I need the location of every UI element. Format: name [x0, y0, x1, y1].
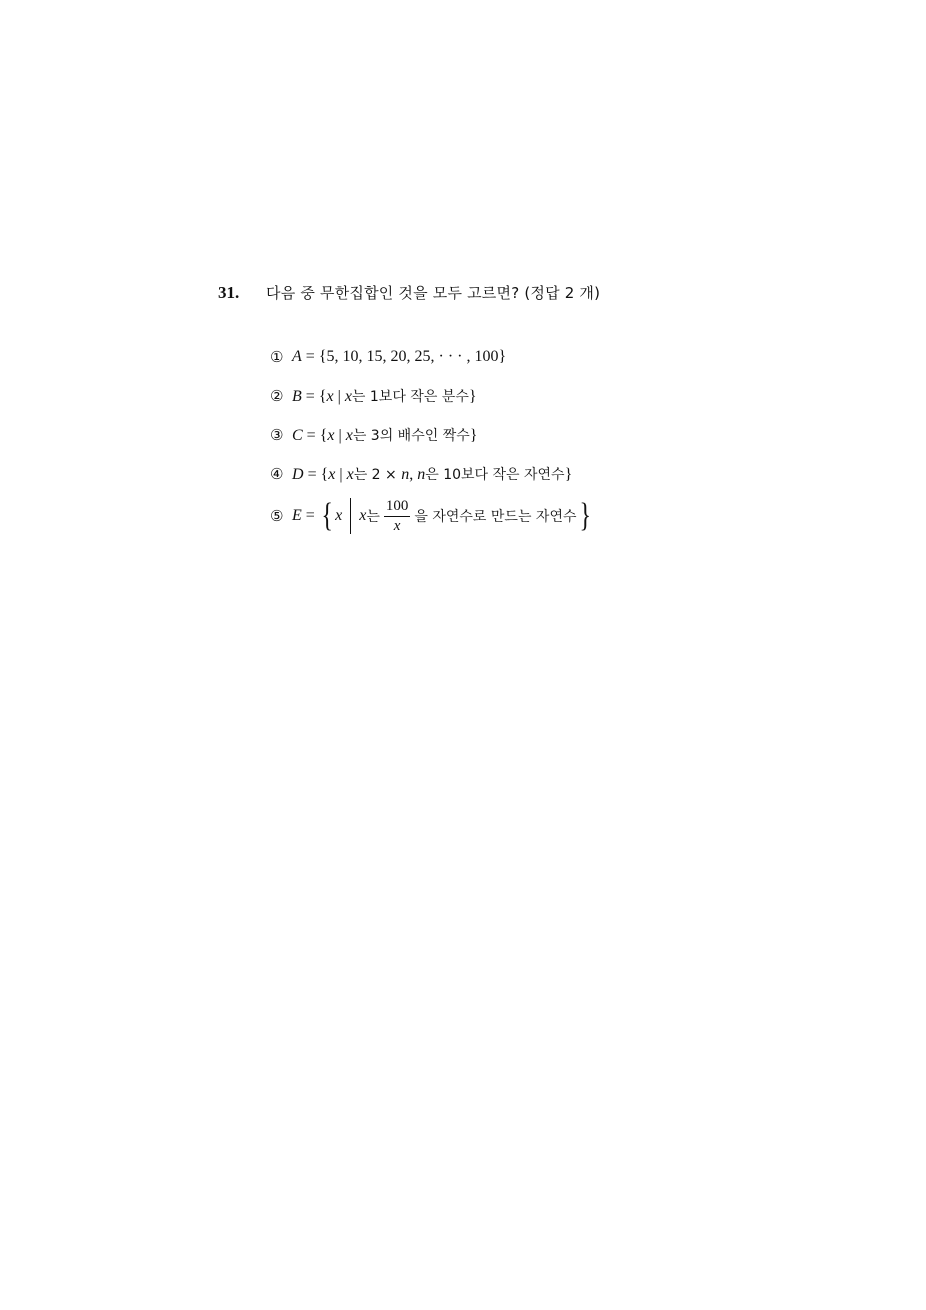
set-element: x [328, 466, 336, 483]
set-elements: {5, 10, 15, 20, 25, · · · , 100} [318, 348, 507, 365]
condition-variable-n: n [417, 466, 426, 483]
such-that-bar: | [333, 388, 345, 405]
fraction-denominator: x [393, 517, 401, 534]
choice-marker: ④ [270, 465, 284, 483]
equals-sign: = [301, 507, 319, 524]
set-element: x [327, 427, 335, 444]
such-that-bar: | [334, 427, 346, 444]
open-brace: { [320, 466, 329, 483]
equals-sign: = [302, 427, 320, 444]
close-brace: } [469, 427, 478, 444]
open-brace: { [319, 427, 328, 444]
condition-text: 는 3의 배수인 짝수 [352, 428, 470, 444]
condition-text-1: 는 [366, 509, 380, 525]
choice-marker: ① [270, 348, 284, 366]
condition-variable: x [346, 466, 354, 483]
question-header [218, 282, 858, 310]
close-brace: } [564, 466, 573, 483]
choice-2[interactable] [270, 383, 870, 409]
condition-variable: x [359, 507, 367, 524]
condition-text-1: 는 2 × [353, 467, 402, 483]
equals-sign: = [301, 348, 319, 365]
choice-5[interactable] [270, 496, 870, 536]
condition-text-2: 은 10보다 작은 자연수 [425, 467, 565, 483]
condition-variable: x [344, 388, 352, 405]
condition-variable-n: n [401, 466, 410, 483]
close-brace: } [468, 388, 477, 405]
choice-expression [292, 464, 572, 484]
condition-text-2: 을 자연수로 만드는 자연수 [414, 509, 577, 525]
problem-31 [218, 282, 858, 534]
set-variable: E [292, 507, 302, 524]
such-that-bar [350, 498, 351, 534]
set-variable: A [292, 348, 302, 365]
fraction [384, 498, 411, 534]
comma-separator: , [409, 466, 418, 483]
choice-marker: ⑤ [270, 507, 284, 525]
question-number: 31. [218, 283, 240, 302]
question-text: 다음 중 무한집합인 것을 모두 고르면? (정답 2 개) [266, 284, 601, 302]
set-variable: B [292, 388, 302, 405]
choice-expression [292, 348, 506, 366]
choice-3[interactable] [270, 422, 870, 448]
choice-1[interactable] [270, 344, 870, 370]
choice-marker: ③ [270, 426, 284, 444]
equals-sign: = [301, 388, 319, 405]
choice-expression [292, 498, 593, 534]
condition-text: 는 1보다 작은 분수 [351, 389, 469, 405]
such-that-bar: | [335, 466, 347, 483]
choice-expression [292, 386, 477, 406]
choice-expression [292, 425, 477, 445]
choice-list [270, 344, 870, 549]
set-variable: D [292, 466, 304, 483]
condition-variable: x [345, 427, 353, 444]
fraction-numerator: 100 [384, 498, 411, 517]
set-element: x [326, 388, 334, 405]
close-brace: } [578, 497, 591, 534]
choice-marker: ② [270, 387, 284, 405]
set-element: x [335, 507, 343, 524]
set-variable: C [292, 427, 303, 444]
open-brace: { [318, 388, 327, 405]
equals-sign: = [303, 466, 321, 483]
choice-4[interactable] [270, 461, 870, 487]
open-brace: { [321, 497, 333, 534]
